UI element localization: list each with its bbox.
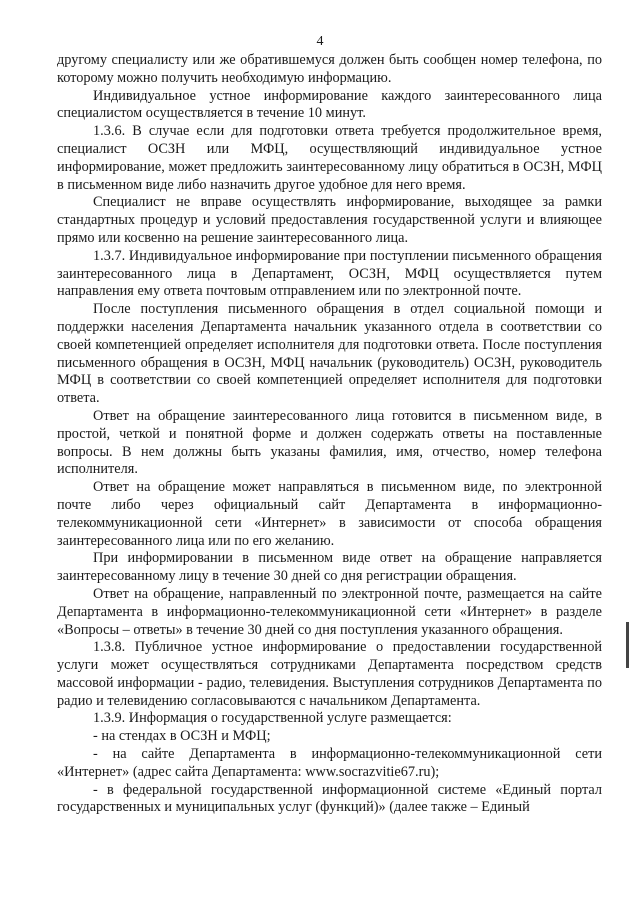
- document-body: [57, 52, 602, 817]
- paragraph-7: Ответ на обращение заинтересованного лица готовится в письменном виде, в простой, четкой и понятной форме и должен содержать ответы на поставленные вопросы. В нем должны быть указаны фамилия, имя, отчество, номер телефона исполнителя.: [57, 407, 602, 478]
- paragraph-4: Специалист не вправе осуществлять информирование, выходящее за рамки стандартных процедур и условий предоставления государственной услуги и влияющее прямо или косвенно на решение заинтересованного лица.: [57, 194, 602, 246]
- paragraph-9: При информировании в письменном виде ответ на обращение направляется заинтересованному лицу в течение 30 дней со дня регистрации обращения.: [57, 550, 602, 585]
- paragraph-10: Ответ на обращение, направленный по электронной почте, размещается на сайте Департамента в информационно-телекоммуникационной сети «Интернет» в разделе «Вопросы – ответы» в течение 30 дней со дня поступления указанного обращения.: [57, 585, 602, 638]
- list-item-stands: - на стендах в ОСЗН и МФЦ;: [93, 728, 271, 745]
- paragraph-8: Ответ на обращение может направляться в письменном виде, по электронной почте либо через официальный сайт Департамента в информационно-телекоммуникационной сети «Интернет» в зависимости от способа обращения заинтересованного лица или по его желанию.: [57, 479, 602, 549]
- list-item-federal-portal: - в федеральной государственной информационной системе «Единый портал государственных и муниципальных услуг (функций)» (далее также – Единый: [57, 781, 602, 816]
- paragraph-11: 1.3.8. Публичное устное информирование о предоставлении государственной услуги может осуществляться сотрудниками Департамента посредством средств массовой информации - радио, телевидения. Выступления сотрудников Департамента по радио и телевидению согласовываются с начальником Департамента.: [57, 639, 602, 709]
- paragraph-12: 1.3.9. Информация о государственной услуге размещается:: [93, 710, 452, 727]
- page-number: 4: [316, 34, 324, 49]
- paragraph-2: Индивидуальное устное информирование каждого заинтересованного лица специалистом осуществляется в течение 10 минут.: [57, 87, 602, 122]
- paragraph-5: 1.3.7. Индивидуальное информирование при поступлении письменного обращения заинтересованного лица в Департамент, ОСЗН, МФЦ осуществляется путем направления ему ответа почтовым отправлением или по электронной почте.: [57, 247, 602, 300]
- scan-margin-mark: [626, 622, 629, 668]
- paragraph-1: другому специалисту или же обратившемуся должен быть сообщен номер телефона, по которому можно получить необходимую информацию.: [57, 52, 602, 86]
- paragraph-6: После поступления письменного обращения в отдел социальной помощи и поддержки населения Департамента начальник указанного отдела в соответствии со своей компетенцией определяет исполнителя для подготовки ответа. После поступления письменного обращения в ОСЗН, МФЦ начальник (руководитель) ОСЗН, руководитель МФЦ в соответствии со своей компетенцией определяет исполнителя для подготовки ответа.: [57, 301, 602, 407]
- paragraph-3: 1.3.6. В случае если для подготовки ответа требуется продолжительное время, специалист ОСЗН или МФЦ, осуществляющий индивидуальное устное информирование, может предложить заинтересованному лицу обратиться в ОСЗН, МФЦ в письменном виде либо назначить другое удобное для него время.: [57, 123, 602, 193]
- list-item-website: - на сайте Департамента в информационно-телекоммуникационной сети «Интернет» (адрес сайта Департамента: www.socrazvitie67.ru);: [57, 746, 602, 780]
